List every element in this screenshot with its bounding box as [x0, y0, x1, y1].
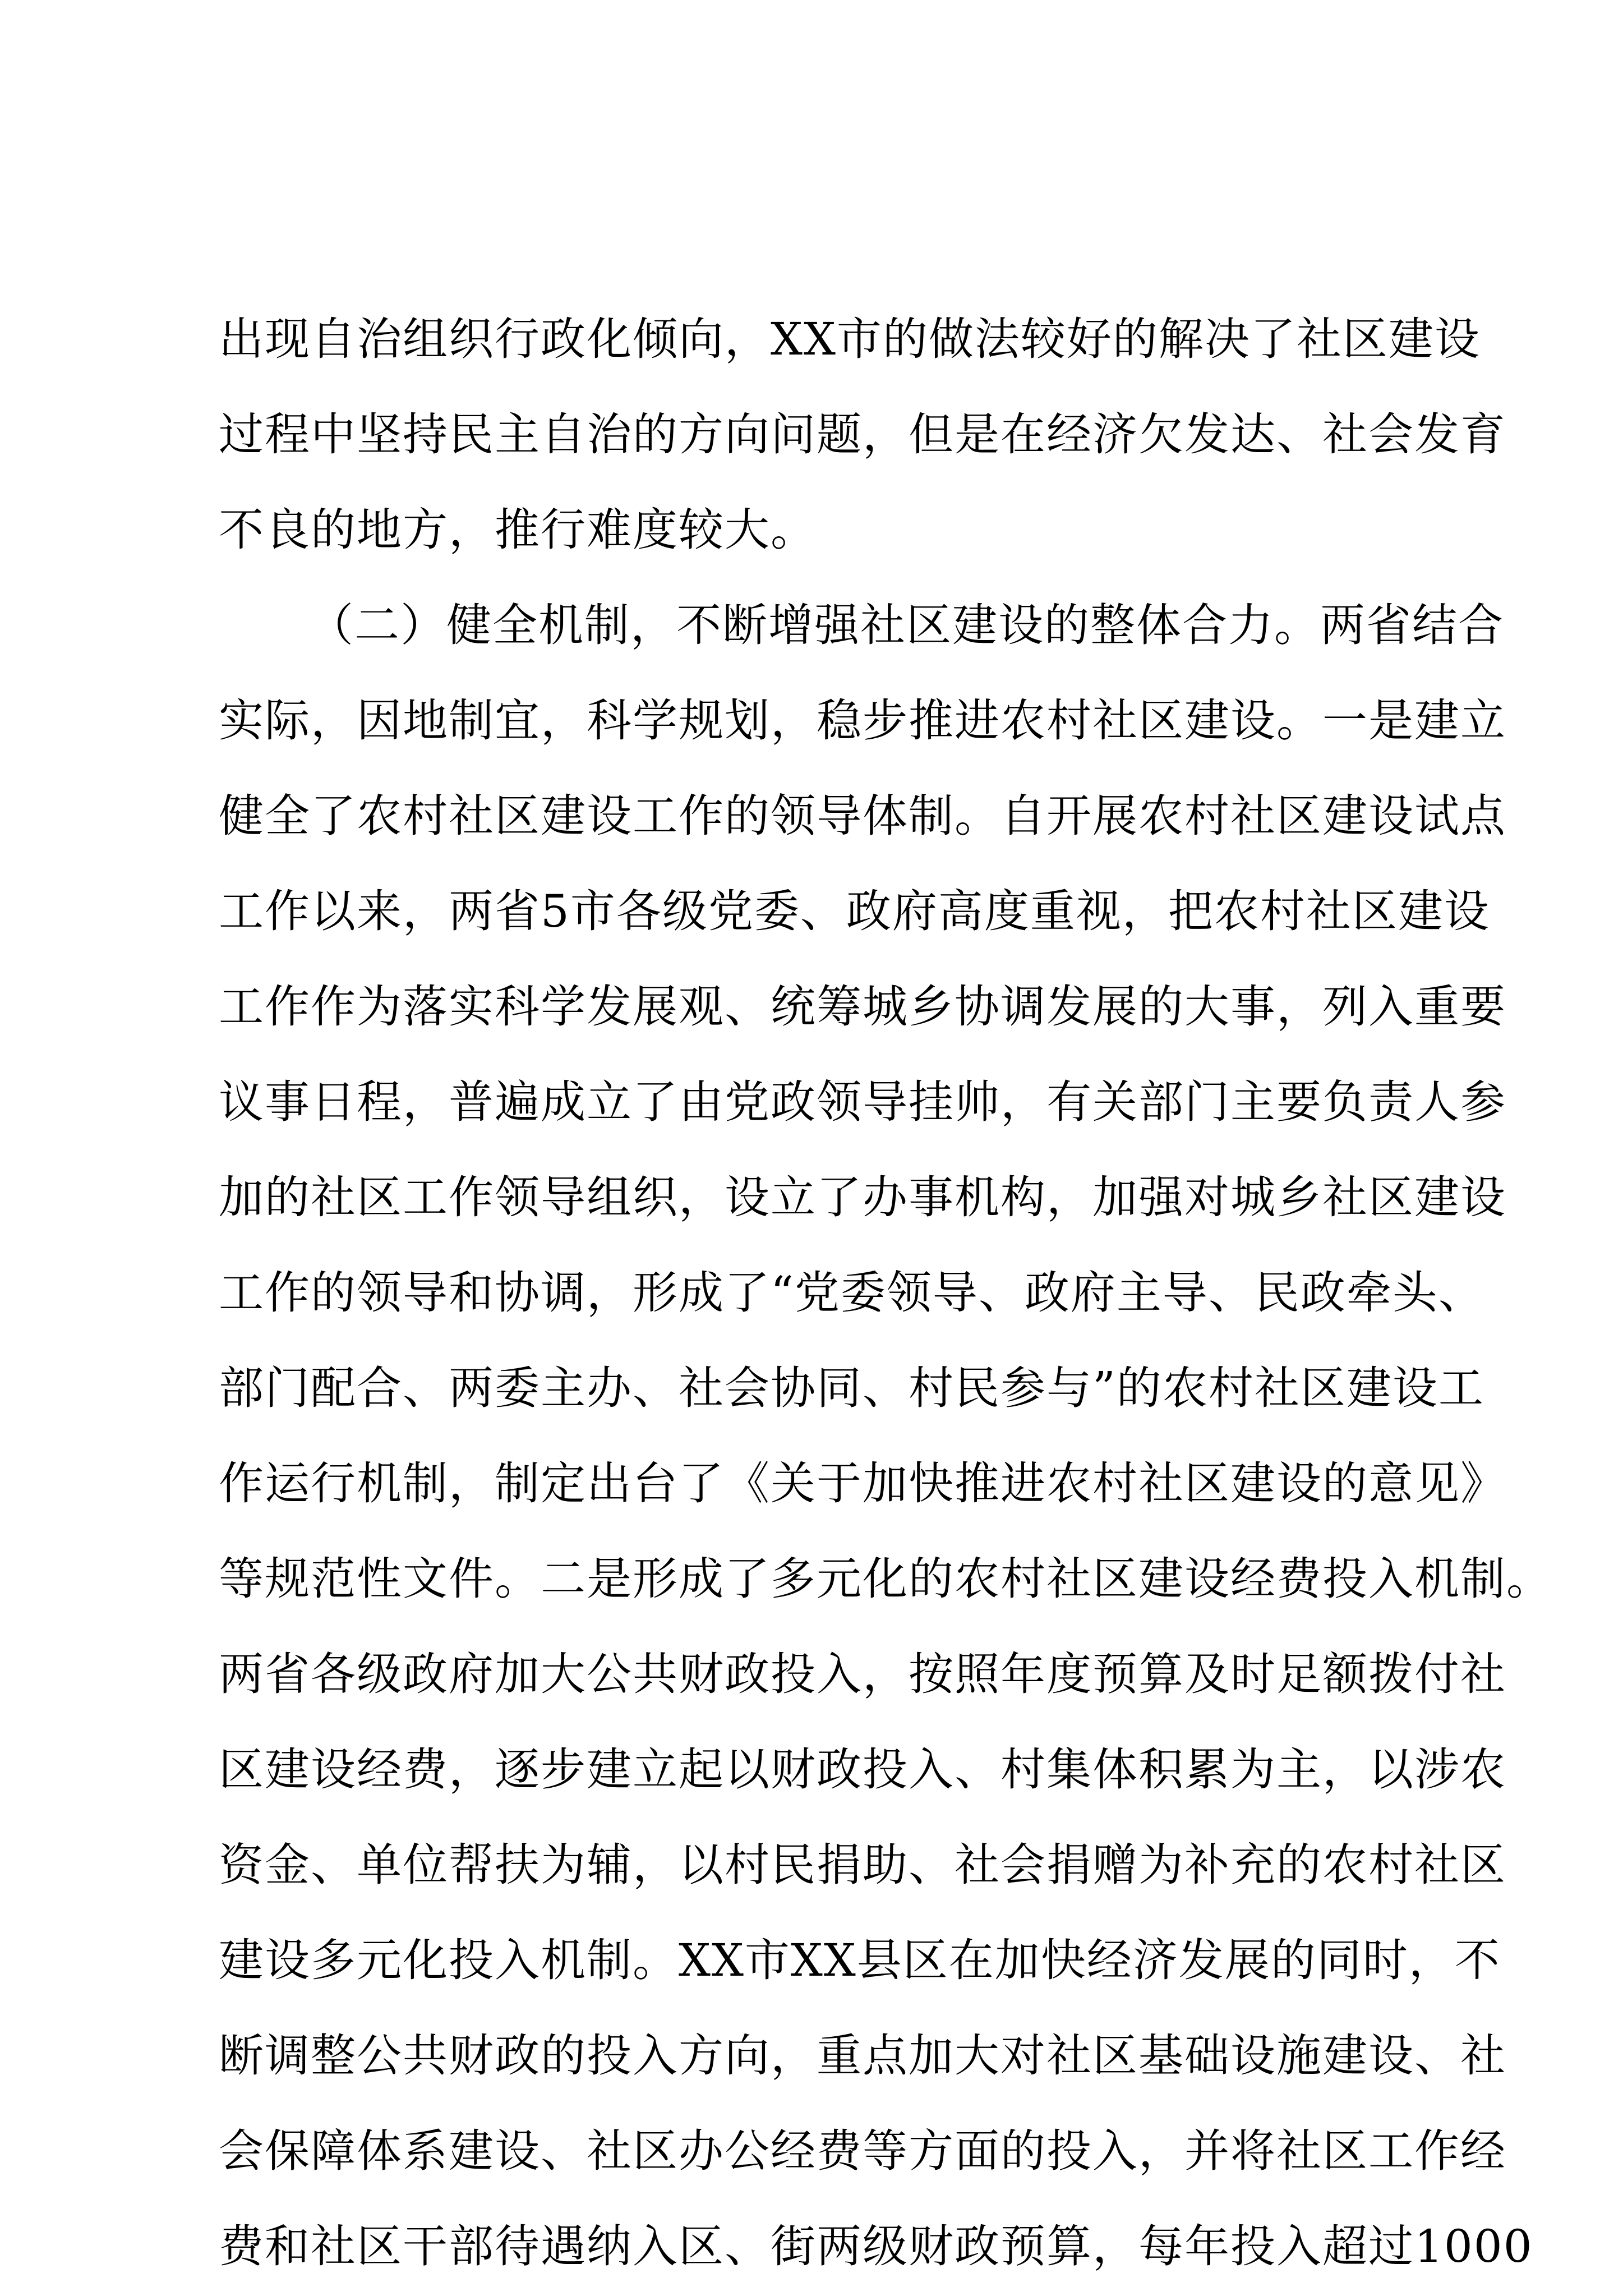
body-text-line: 资金、单位帮扶为辅，以村民捐助、社会捐赠为补充的农村社区 [219, 1839, 1506, 1891]
body-text-line: 工作作为落实科学发展观、统筹城乡协调发展的大事，列入重要 [219, 981, 1506, 1033]
body-text-line: 会保障体系建设、社区办公经费等方面的投入，并将社区工作经 [219, 2125, 1506, 2177]
body-text-line: 加的社区工作领导组织，设立了办事机构，加强对城乡社区建设 [219, 1171, 1506, 1223]
section-heading-line: （二）健全机制，不断增强社区建设的整体合力。两省结合 [308, 599, 1504, 651]
body-text-line: 建设多元化投入机制。XX市XX县区在加快经济发展的同时，不 [219, 1934, 1501, 1986]
body-text-line: 等规范性文件。二是形成了多元化的农村社区建设经费投入机制。 [219, 1553, 1552, 1605]
body-text-line: 不良的地方，推行难度较大。 [219, 504, 817, 556]
body-text-line: 两省各级政府加大公共财政投入，按照年度预算及时足额拨付社 [219, 1648, 1506, 1700]
body-text-line: 断调整公共财政的投入方向，重点加大对社区基础设施建设、社 [219, 2030, 1506, 2082]
body-text-line: 出现自治组织行政化倾向，XX市的做法较好的解决了社区建设 [219, 313, 1481, 365]
body-text-line: 过程中坚持民主自治的方向问题，但是在经济欠发达、社会发育 [219, 408, 1506, 461]
body-text-line: 工作以来，两省5市各级党委、政府高度重视，把农村社区建设 [219, 885, 1490, 937]
body-text-line: 工作的领导和协调，形成了“党委领导、政府主导、民政牵头、 [219, 1267, 1484, 1319]
body-text-line: 部门配合、两委主办、社会协同、村民参与”的农村社区建设工 [219, 1362, 1484, 1414]
body-text-line: 议事日程，普遍成立了由党政领导挂帅，有关部门主要负责人参 [219, 1076, 1506, 1128]
body-text-line: 实际，因地制宜，科学规划，稳步推进农村社区建设。一是建立 [219, 694, 1506, 747]
body-text-line: 健全了农村社区建设工作的领导体制。自开展农村社区建设试点 [219, 790, 1506, 842]
body-text-line: 区建设经费，逐步建立起以财政投入、村集体积累为主，以涉农 [219, 1743, 1506, 1796]
body-text-line: 费和社区干部待遇纳入区、街两级财政预算，每年投入超过1000 [219, 2220, 1533, 2272]
body-text-line: 作运行机制，制定出台了《关于加快推进农村社区建设的意见》 [219, 1457, 1506, 1510]
